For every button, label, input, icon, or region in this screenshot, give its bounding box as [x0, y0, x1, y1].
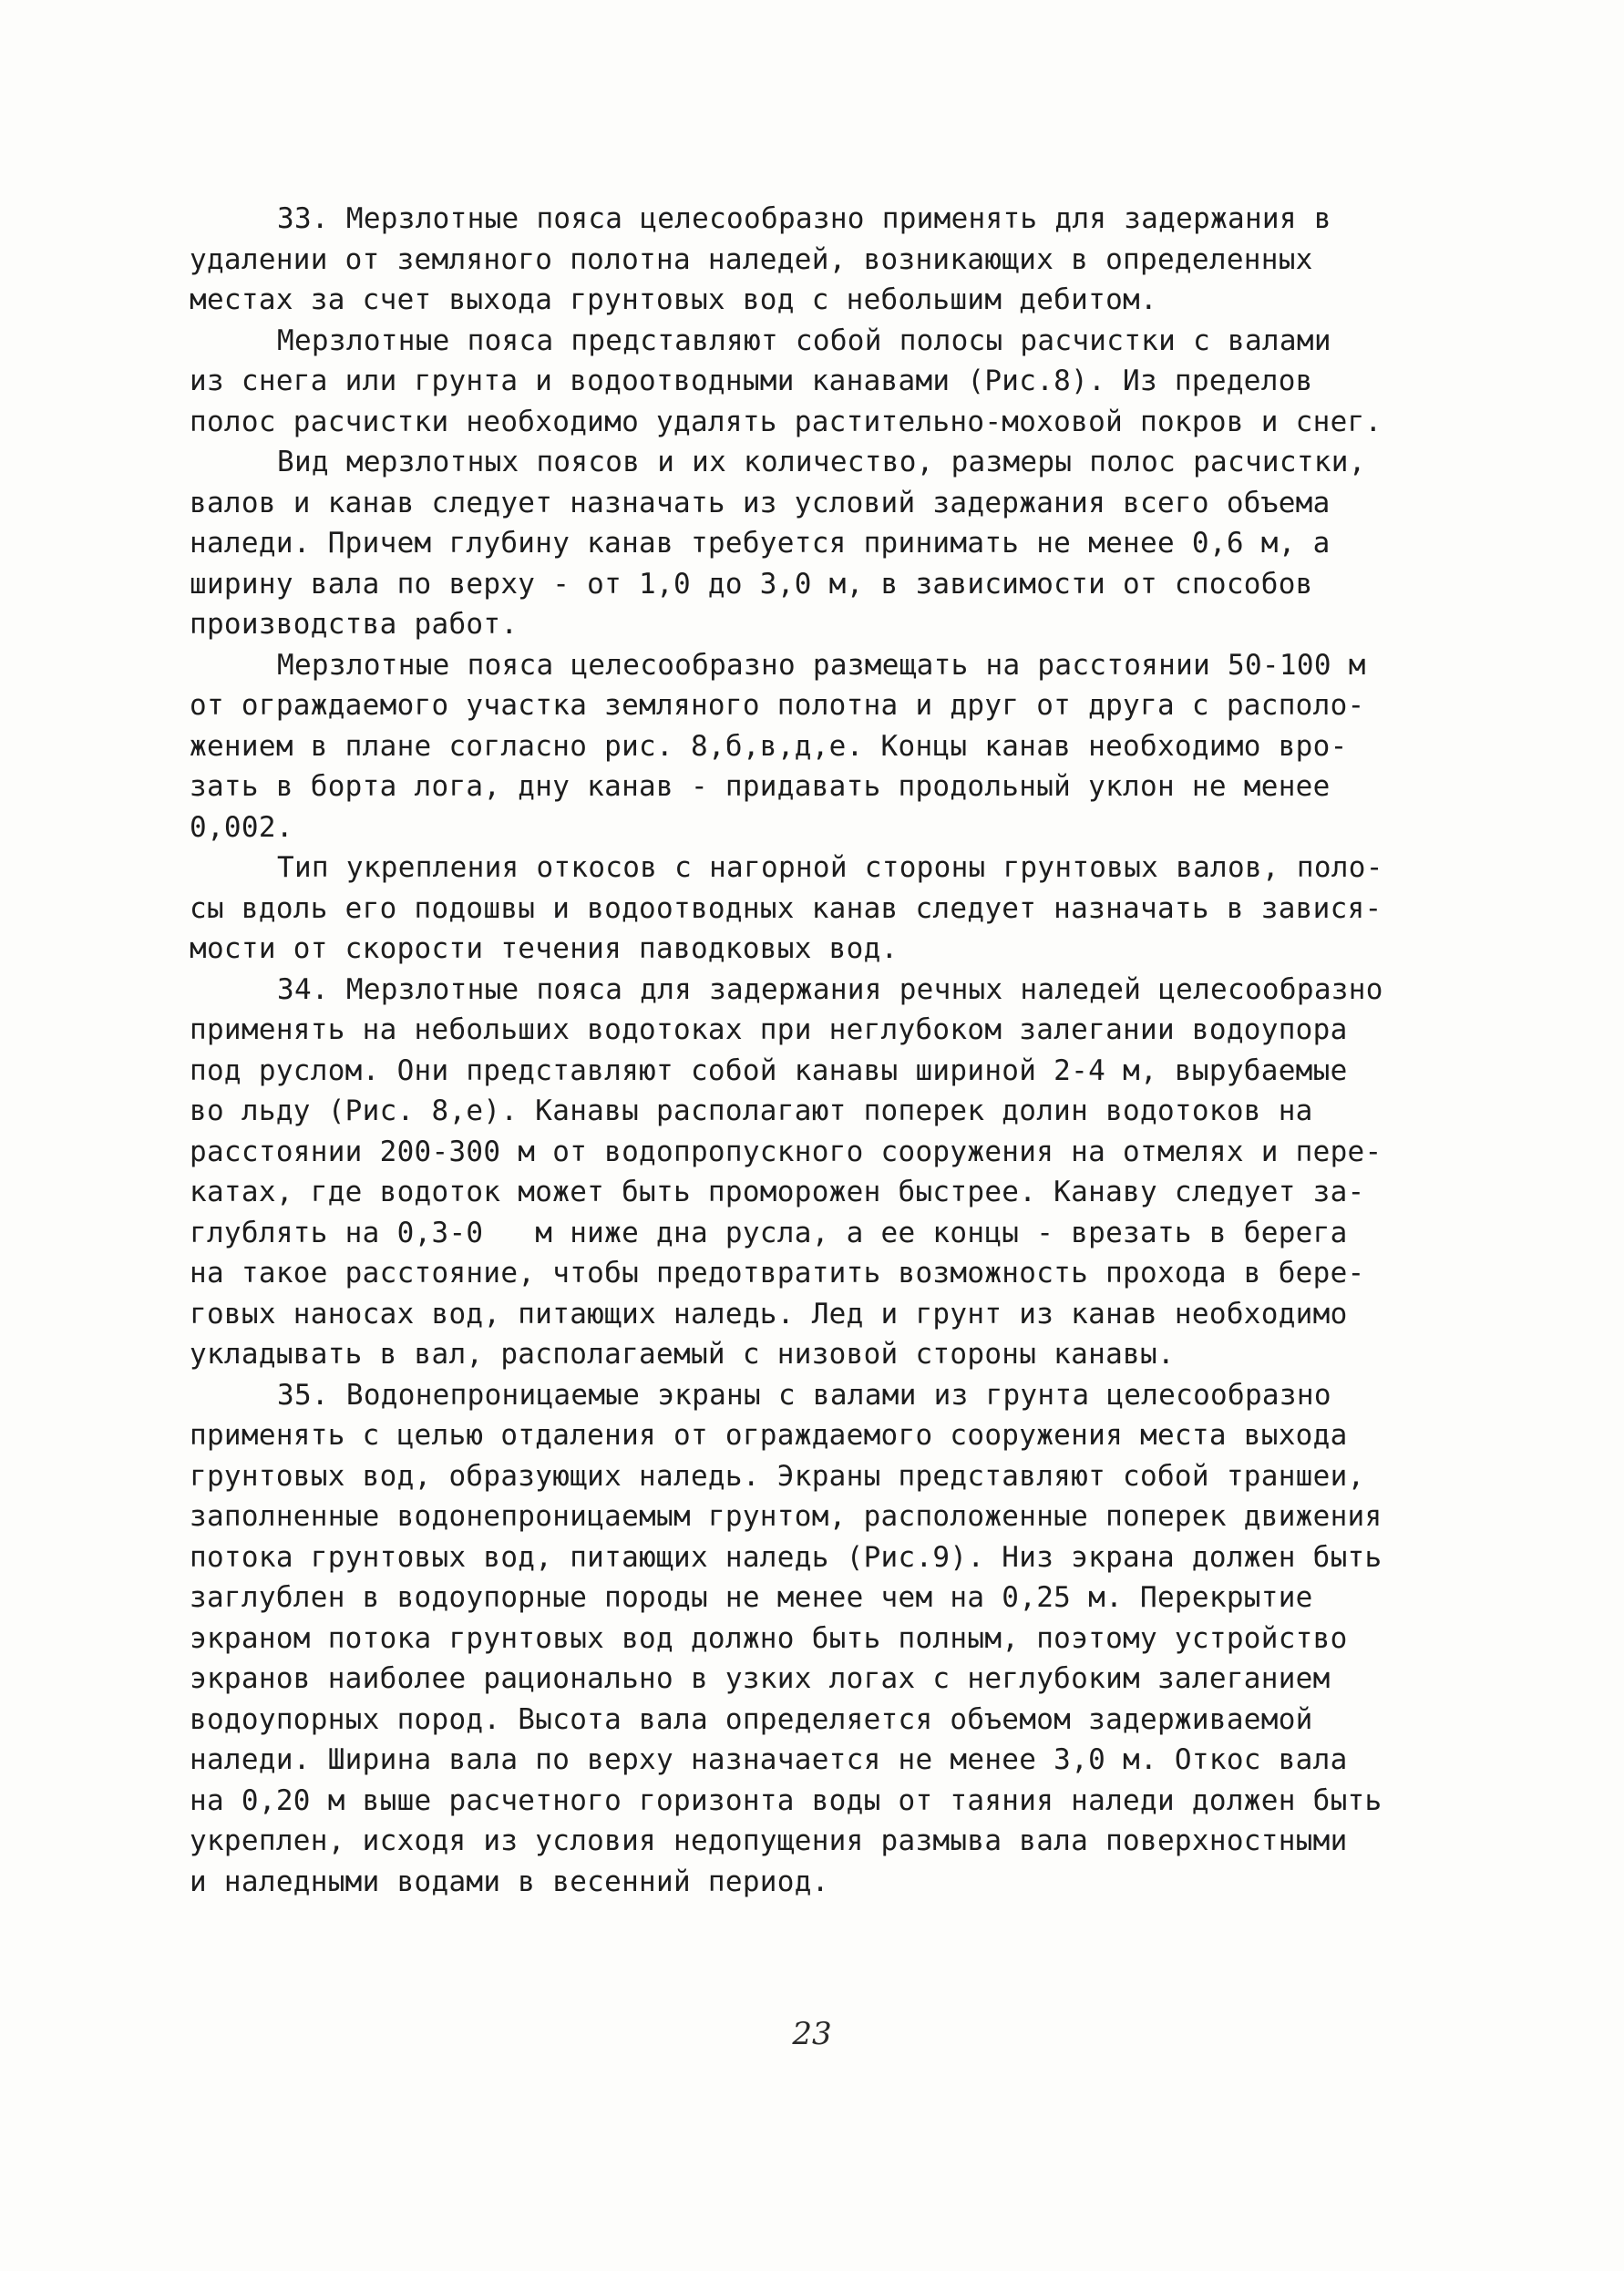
- text-line: глублять на 0,3-0 м ниже дна русла, а ее концы - врезать в берега: [190, 1216, 1348, 1249]
- paragraph-first-line: Тип укрепления откосов с нагорной стороны грунтовых валов, поло-: [277, 851, 1383, 884]
- text-line: укреплен, исходя из условия недопущения размыва вала поверхностными: [190, 1824, 1348, 1857]
- text-line: на такое расстояние, чтобы предотвратить возможность прохода в бере-: [190, 1257, 1365, 1290]
- text-line: валов и канав следует назначать из условий задержания всего объема: [190, 486, 1331, 519]
- text-line: экранов наиболее рационально в узких логах с неглубоким залеганием: [190, 1662, 1331, 1695]
- body-text: [190, 199, 1383, 1902]
- text-line: местах за счет выхода грунтовых вод с небольшим дебитом.: [190, 283, 1157, 316]
- text-line: производства работ.: [190, 608, 519, 641]
- text-line: катах, где водоток может быть проморожен быстрее. Канаву следует за-: [190, 1176, 1365, 1208]
- text-line: под руслом. Они представляют собой канавы шириной 2-4 м, вырубаемые: [190, 1053, 1348, 1087]
- paragraph-first-line: Вид мерзлотных поясов и их количество, размеры полос расчистки,: [277, 446, 1366, 478]
- text-line: потока грунтовых вод, питающих наледь (Рис.9). Низ экрана должен быть: [190, 1540, 1382, 1574]
- text-line: укладывать в вал, располагаемый с низовой стороны канавы.: [190, 1338, 1175, 1371]
- text-line: экраном потока грунтовых вод должно быть полным, поэтому устройство: [190, 1621, 1348, 1655]
- paragraph-first-line: Мерзлотные пояса представляют собой полосы расчистки с валами: [277, 324, 1331, 357]
- text-line: расстоянии 200-300 м от водопропускного сооружения на отмелях и пере-: [190, 1135, 1382, 1168]
- text-line: говых наносах вод, питающих наледь. Лед и грунт из канав необходимо: [190, 1297, 1348, 1331]
- text-line: применять на небольших водотоках при неглубоком залегании водоупора: [190, 1013, 1348, 1046]
- page-number: 23: [792, 2016, 832, 2052]
- text-line: сы вдоль его подошвы и водоотводных канав следует назначать в завися-: [190, 891, 1382, 925]
- text-line: удалении от земляного полотна наледей, возникающих в определенных: [190, 242, 1313, 276]
- text-line: мости от скорости течения паводковых вод.: [190, 932, 899, 965]
- text-line: заполненные водонепроницаемым грунтом, расположенные поперек движения: [190, 1500, 1382, 1533]
- paragraph-first-line: 34. Мерзлотные пояса для задержания речных наледей целесообразно: [277, 972, 1383, 1006]
- text-line: зать в борта лога, дну канав - придавать продольный уклон не менее: [190, 770, 1331, 803]
- paragraph-first-line: Мерзлотные пояса целесообразно размещать на расстоянии 50-100 м: [277, 648, 1366, 682]
- text-line: применять с целью отдаления от ограждаемого сооружения места выхода: [190, 1419, 1348, 1452]
- text-line: и наледными водами в весенний период.: [190, 1865, 829, 1898]
- text-line: жением в плане согласно рис. 8,б,в,д,е. Концы канав необходимо вро-: [190, 729, 1348, 763]
- text-line: водоупорных пород. Высота вала определяется объемом задерживаемой: [190, 1702, 1313, 1736]
- text-line: грунтовых вод, образующих наледь. Экраны представляют собой траншеи,: [190, 1459, 1365, 1493]
- paragraph-first-line: 33. Мерзлотные пояса целесообразно применять для задержания в: [277, 202, 1331, 235]
- text-line: на 0,20 м выше расчетного горизонта воды от таяния наледи должен быть: [190, 1783, 1382, 1817]
- text-line: ширину вала по верху - от 1,0 до 3,0 м, в зависимости от способов: [190, 567, 1313, 601]
- text-line: наледи. Причем глубину канав требуется принимать не менее 0,6 м, а: [190, 527, 1331, 560]
- text-line: наледи. Ширина вала по верху назначается не менее 3,0 м. Откос вала: [190, 1743, 1348, 1776]
- text-line: полос расчистки необходимо удалять растительно-моховой покров и снег.: [190, 405, 1382, 438]
- text-line: от ограждаемого участка земляного полотна и друг от друга с располо-: [190, 689, 1365, 722]
- text-line: 0,002.: [190, 810, 293, 844]
- text-line: заглублен в водоупорные породы не менее чем на 0,25 м. Перекрытие: [190, 1581, 1313, 1614]
- text-line: во льду (Рис. 8,е). Канавы располагают поперек долин водотоков на: [190, 1094, 1313, 1127]
- paragraph-first-line: 35. Водонепроницаемые экраны с валами из грунта целесообразно: [277, 1378, 1331, 1412]
- text-line: из снега или грунта и водоотводными канавами (Рис.8). Из пределов: [190, 365, 1313, 397]
